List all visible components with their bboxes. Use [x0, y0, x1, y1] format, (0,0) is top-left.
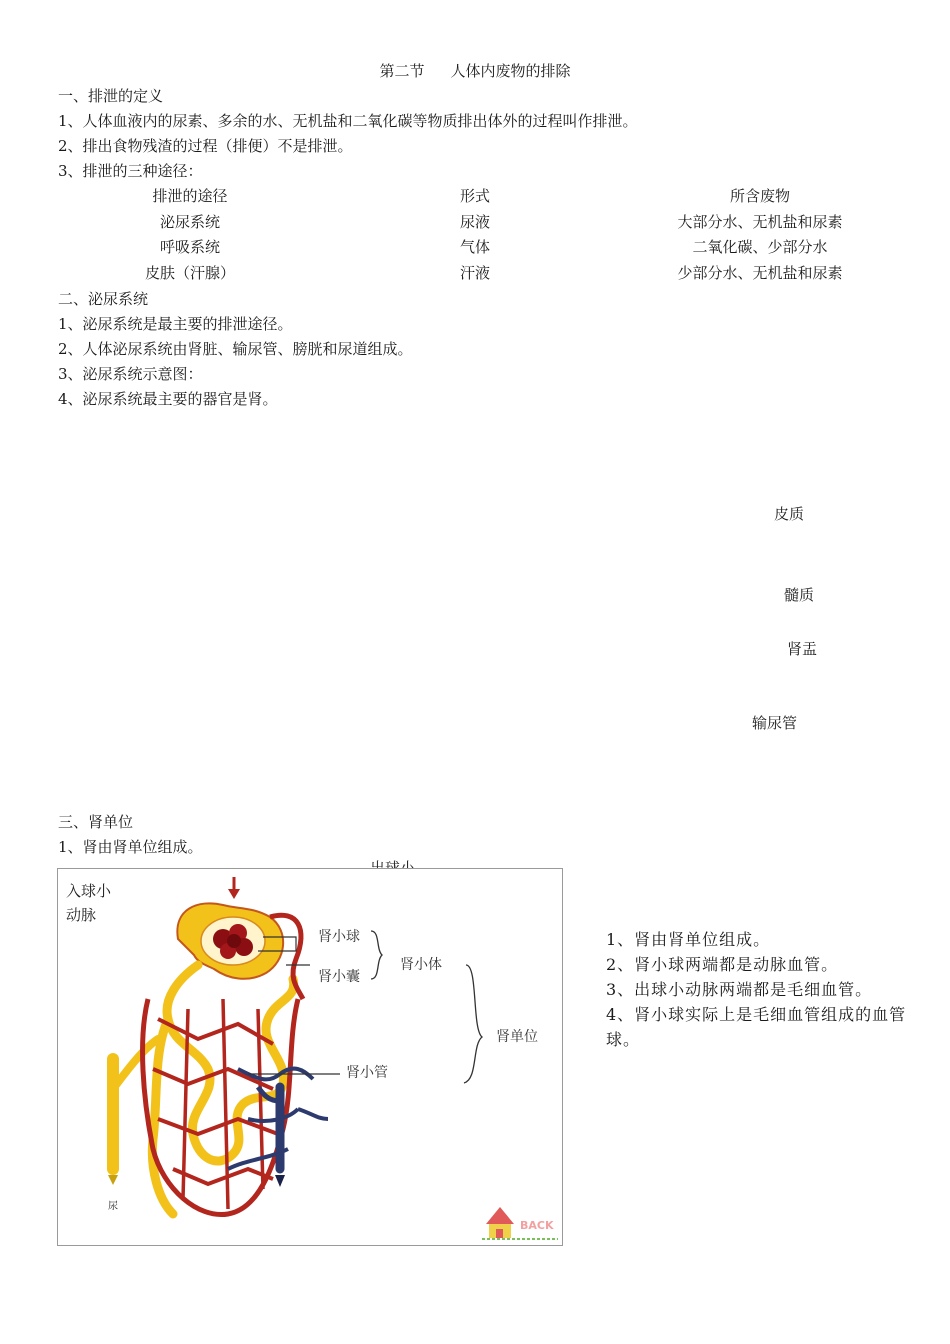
urinary-item-4: 4、泌尿系统最主要的器官是肾。	[58, 390, 278, 408]
label-urine: 尿	[108, 1201, 118, 1212]
heading-urinary-system: 二、泌尿系统	[58, 290, 149, 308]
urinary-item-2: 2、人体泌尿系统由肾脏、输尿管、膀胱和尿道组成。	[58, 340, 413, 358]
table-cell: 呼吸系统	[159, 238, 220, 256]
table-cell: 气体	[459, 238, 490, 256]
label-nephron: 肾单位	[496, 1029, 538, 1045]
table-cell: 尿液	[459, 213, 490, 231]
note-item: 2、肾小球两端都是动脉血管。	[606, 955, 839, 974]
nephron-item-1: 1、肾由肾单位组成。	[58, 838, 203, 856]
table-header-form: 形式	[459, 187, 490, 205]
page-title	[0, 61, 950, 81]
urinary-item-1: 1、泌尿系统是最主要的排泄途径。	[58, 315, 293, 333]
label-afferent-arteriole: 入球小 动脉	[66, 882, 112, 924]
section-number: 第二节	[379, 62, 425, 80]
label-renal-pelvis: 肾盂	[787, 640, 818, 658]
definition-item-1: 1、人体血液内的尿素、多余的水、无机盐和二氧化碳等物质排出体外的过程叫作排泄。	[58, 112, 638, 130]
section-name: 人体内废物的排除	[450, 62, 571, 80]
nephron-figure	[57, 868, 563, 1246]
table-header-route: 排泄的途径	[152, 187, 228, 205]
table-cell: 皮肤（汗腺）	[144, 264, 235, 282]
table-cell: 泌尿系统	[159, 213, 220, 231]
back-badge[interactable]	[482, 1207, 558, 1239]
table-header-waste: 所含废物	[729, 187, 790, 205]
nephron-notes	[606, 927, 926, 1052]
label-medulla: 髓质	[784, 586, 815, 604]
note-item: 1、肾由肾单位组成。	[606, 930, 771, 949]
label-renal-corpuscle: 肾小体	[400, 957, 442, 973]
note-item: 3、出球小动脉两端都是毛细血管。	[606, 980, 873, 999]
label-bowmans-capsule: 肾小囊	[318, 969, 360, 985]
label-glomerulus: 肾小球	[318, 929, 360, 945]
heading-excretion-definition: 一、排泄的定义	[58, 87, 164, 105]
definition-item-3: 3、排泄的三种途径：	[58, 162, 203, 180]
label-ureter: 输尿管	[752, 714, 798, 732]
heading-nephron: 三、肾单位	[58, 813, 134, 831]
note-item: 4、肾小球实际上是毛细血管组成的血管球。	[606, 1005, 907, 1049]
table-cell: 汗液	[459, 264, 490, 282]
table-cell: 大部分水、无机盐和尿素	[677, 213, 843, 231]
nephron-illustration	[58, 869, 562, 1245]
urinary-item-3: 3、泌尿系统示意图：	[58, 365, 203, 383]
table-cell: 二氧化碳、少部分水	[692, 238, 828, 256]
label-cortex: 皮质	[774, 505, 805, 523]
label-renal-tubule: 肾小管	[346, 1065, 388, 1081]
back-text: BACK	[520, 1219, 554, 1232]
definition-item-2: 2、排出食物残渣的过程（排便）不是排泄。	[58, 137, 353, 155]
table-cell: 少部分水、无机盐和尿素	[677, 264, 843, 282]
